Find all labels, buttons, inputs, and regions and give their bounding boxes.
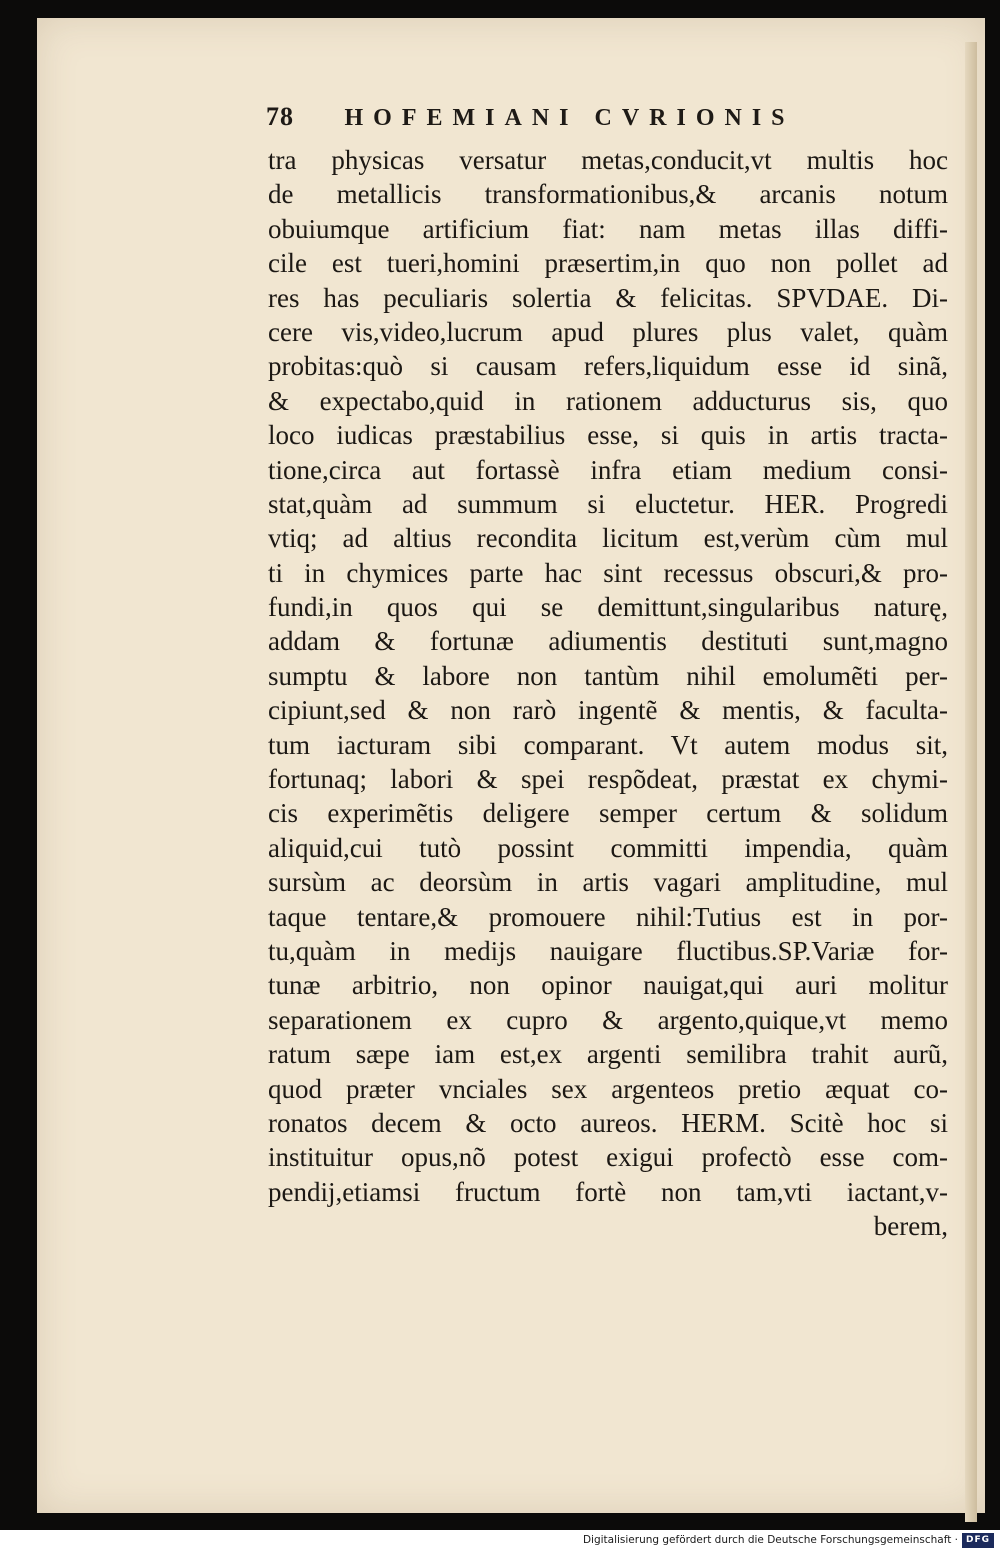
text-line: cere vis,video,lucrum apud plures plus valet, quàm bbox=[268, 316, 948, 347]
page-edge bbox=[965, 42, 977, 1522]
running-head bbox=[266, 102, 866, 142]
text-line: ronatos decem & octo aureos. HERM. Scitè hoc si bbox=[268, 1107, 948, 1138]
text-line: instituitur opus,nõ potest exigui profectò esse com- bbox=[268, 1142, 948, 1173]
text-line: loco iudicas præstabilius esse, si quis in artis tracta- bbox=[268, 420, 948, 451]
text-line: sumptu & labore non tantùm nihil emolumẽti per- bbox=[268, 660, 948, 691]
text-line: tunæ arbitrio, non opinor nauigat,qui auri molitur bbox=[268, 970, 948, 1001]
text-line: tum iacturam sibi comparant. Vt autem modus sit, bbox=[268, 729, 948, 760]
text-line: quod præter vnciales sex argenteos pretio æquat co- bbox=[268, 1073, 948, 1104]
text-line: pendij,etiamsi fructum fortè non tam,vti iactant,v- bbox=[268, 1176, 948, 1207]
dfg-logo: DFG bbox=[962, 1533, 994, 1548]
catchword: berem, bbox=[873, 1211, 948, 1242]
footer-bar bbox=[0, 1530, 1000, 1552]
text-line: de metallicis transformationibus,& arcanis notum bbox=[268, 179, 948, 210]
text-line: res has peculiaris solertia & felicitas. SPVDAE. Di- bbox=[268, 282, 948, 313]
running-title: HOFEMIANI CVRIONIS bbox=[344, 105, 795, 131]
text-line: cipiunt,sed & non rarò ingentẽ & mentis, & faculta- bbox=[268, 695, 948, 726]
body-text bbox=[268, 143, 948, 1244]
text-line: ti in chymices parte hac sint recessus obscuri,& pro- bbox=[268, 557, 948, 588]
text-line: tra physicas versatur metas,conducit,vt multis hoc bbox=[268, 145, 948, 175]
text-line: tione,circa aut fortassè infra etiam medium consi- bbox=[268, 454, 948, 485]
text-line: obuiumque artificium fiat: nam metas illas diffi- bbox=[268, 213, 948, 244]
text-line: taque tentare,& promouere nihil:Tutius est in por- bbox=[268, 901, 948, 932]
text-line: probitas:quò si causam refers,liquidum esse id sinã, bbox=[268, 351, 948, 382]
text-line: vtiq; ad altius recondita licitum est,verùm cùm mul bbox=[268, 523, 948, 554]
page-number: 78 bbox=[266, 102, 294, 131]
text-line: tu,quàm in medijs nauigare fluctibus.SP.Variæ for- bbox=[268, 935, 948, 966]
text-line: stat,quàm ad summum si eluctetur. HER. Progredi bbox=[268, 488, 948, 519]
funding-note: Digitalisierung gefördert durch die Deutsche Forschungsgemeinschaft · bbox=[582, 1534, 958, 1546]
text-line: aliquid,cui tutò possint committi impendia, quàm bbox=[268, 832, 948, 863]
text-line: separationem ex cupro & argento,quique,vt memo bbox=[268, 1004, 948, 1035]
text-line: sursùm ac deorsùm in artis vagari amplitudine, mul bbox=[268, 867, 948, 898]
text-line: fundi,in quos qui se demittunt,singularibus naturę, bbox=[268, 592, 948, 623]
text-line: fortunaq; labori & spei respõdeat, præstat ex chymi- bbox=[268, 764, 948, 795]
text-line: cis experimẽtis deligere semper certum & solidum bbox=[268, 798, 948, 829]
text-line: ratum sæpe iam est,ex argenti semilibra trahit aurũ, bbox=[268, 1039, 948, 1070]
text-line: cile est tueri,homini præsertim,in quo non pollet ad bbox=[268, 248, 948, 279]
text-line: addam & fortunæ adiumentis destituti sunt,magno bbox=[268, 626, 948, 657]
text-line: & expectabo,quid in rationem adducturus sis, quo bbox=[268, 385, 948, 416]
